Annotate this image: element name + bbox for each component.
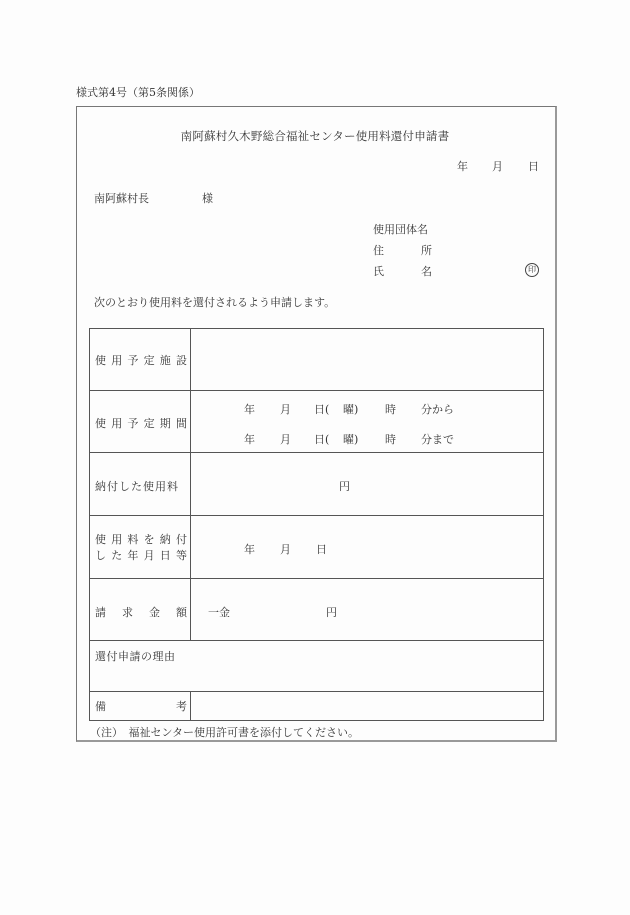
row-divider — [90, 390, 543, 391]
address-label-2: 所 — [421, 244, 432, 257]
application-table: 使 用 予 定 施 設 使 用 予 定 期 間 年 月 日( 曜) 時 分から 年 月 日( 曜) 時 分まで 納付した使用料 円 使 用 料 を 納 付 し た 年 月 日 等 年 月 日 請 求 金 額 一金 円 還付申請の理由 備 考 — [89, 328, 544, 721]
row-divider — [90, 515, 543, 516]
facility-label: 使 用 予 定 施 設 — [95, 354, 187, 367]
remarks-label: 備 考 — [95, 700, 187, 713]
intro-text: 次のとおり使用料を還付されるよう申請します。 — [94, 296, 336, 309]
row-divider — [90, 640, 543, 641]
refund-reason-field[interactable] — [90, 664, 543, 691]
org-name-label: 使用団体名 — [373, 223, 428, 236]
paid-fee-label: 納付した使用料 — [95, 480, 179, 493]
name-label-1: 氏 — [373, 265, 384, 278]
form-title: 南阿蘇村久木野総合福祉センター使用料還付申請書 — [180, 129, 450, 143]
facility-field[interactable] — [191, 329, 543, 390]
date-year-label: 年 — [457, 160, 468, 173]
period-label: 使 用 予 定 期 間 — [95, 417, 187, 430]
claim-amount-prefix: 一金 — [208, 606, 230, 619]
addressee-honorific: 様 — [202, 192, 213, 205]
row-divider — [90, 452, 543, 453]
remarks-field[interactable] — [191, 692, 543, 720]
claim-amount-unit: 円 — [326, 606, 337, 619]
claim-amount-label: 請 求 金 額 — [95, 606, 187, 619]
date-day-label: 日 — [528, 160, 539, 173]
payment-date-label-line1: 使 用 料 を 納 付 — [95, 533, 187, 546]
seal-icon: 印 — [525, 263, 539, 277]
paid-fee-unit: 円 — [339, 480, 350, 493]
footnote: （注） 福祉センター使用許可書を添付してください。 — [90, 726, 360, 739]
name-label-2: 名 — [421, 265, 432, 278]
date-month-label: 月 — [492, 160, 503, 173]
payment-date-label-line2: し た 年 月 日 等 — [95, 549, 187, 562]
form-number: 様式第4号（第5条関係） — [76, 86, 200, 99]
refund-reason-label: 還付申請の理由 — [95, 650, 176, 663]
address-label-1: 住 — [373, 244, 384, 257]
addressee-name: 南阿蘇村長 — [94, 192, 149, 205]
row-divider — [90, 578, 543, 579]
